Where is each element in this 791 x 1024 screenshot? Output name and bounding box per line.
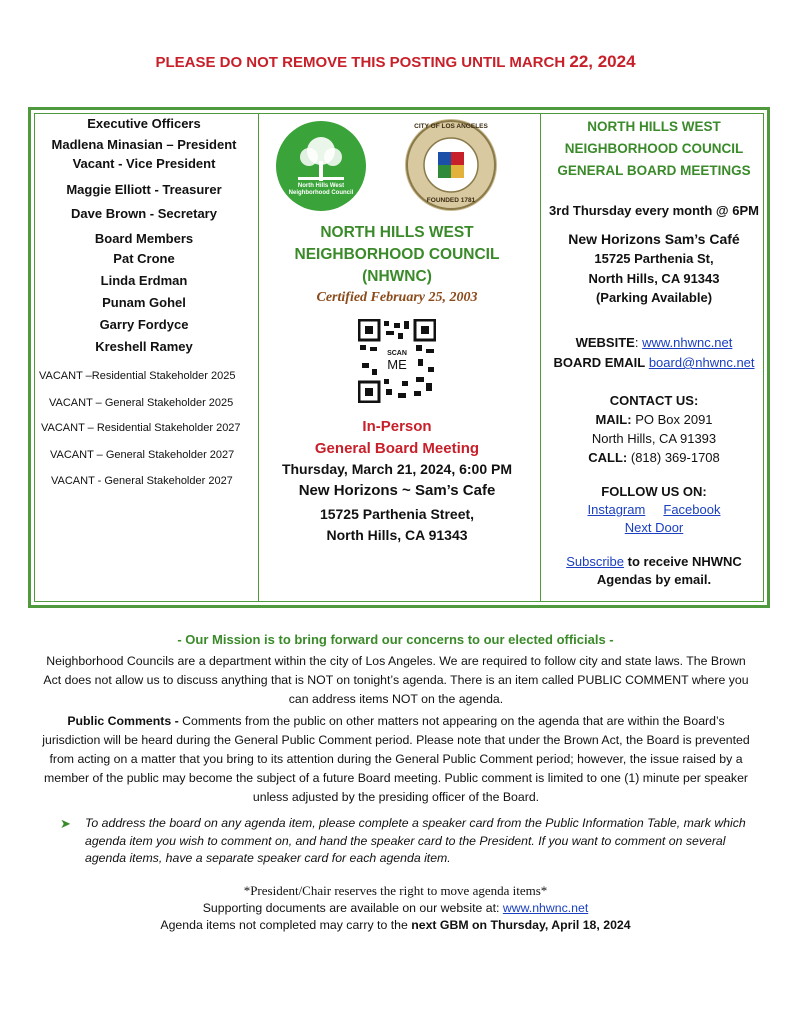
council-title-line1: NORTH HILLS WEST (320, 224, 474, 241)
email-line (539, 355, 769, 370)
right-heading-line2: NEIGHBORHOOD COUNCIL (564, 141, 744, 156)
council-title-line3: (NHWNC) (362, 268, 432, 285)
website-link[interactable]: www.nhwnc.net (642, 335, 733, 350)
nextdoor-row (539, 520, 769, 535)
right-heading-line1: NORTH HILLS WEST (587, 119, 721, 134)
supporting-docs-text: Supporting documents are available on our website at: (202, 901, 503, 915)
reserve-note: *President/Chair reserves the right to move agenda items* (243, 883, 548, 898)
tree-icon (276, 121, 366, 211)
brown-act-paragraph: Neighborhood Councils are a department within the city of Los Angeles. We are required to follow city and state laws. The Brown Act does not allow us to discuss anything that is NOT on tonight’s agenda. There is an item called PUBLIC COMMENT where you can address items NOT on the agenda. (43, 654, 749, 706)
email-label: BOARD EMAIL (553, 355, 646, 370)
public-comments-paragraph (40, 712, 752, 807)
parking-note: (Parking Available) (595, 290, 713, 305)
nhwnc-logo (276, 121, 366, 211)
call-value: (818) 369-1708 (630, 450, 720, 465)
seal-top-text: CITY OF LOS ANGELES (414, 123, 488, 130)
vacancy-item: VACANT –Residential Stakeholder 2025 (39, 370, 236, 382)
posting-notice (0, 52, 791, 72)
meeting-venue: New Horizons ~ Sam’s Cafe (298, 482, 496, 499)
email-link[interactable]: board@nhwnc.net (648, 355, 755, 370)
qr-me-label: ME (387, 357, 407, 372)
board-member: Garry Fordyce (99, 317, 189, 332)
nextdoor-link[interactable]: Next Door (624, 520, 684, 535)
contact-heading: CONTACT US: (609, 393, 699, 408)
speaker-card-text: To address the board on any agenda item, please complete a speaker card from the Public Information Table, mark which agenda item you wish to comment on, and hand the speaker card to the President. If you want to comment on several agenda items, have a separate speaker card for each agenda item. (85, 816, 746, 865)
board-members-heading: Board Members (94, 231, 194, 246)
notice-text: PLEASE DO NOT REMOVE THIS POSTING UNTIL MARCH (155, 54, 570, 71)
vacancy-item: VACANT – Residential Stakeholder 2027 (41, 422, 241, 434)
next-gbm-date: next GBM on Thursday, April 18, 2024 (411, 918, 631, 932)
vacancy-item: VACANT - General Stakeholder 2027 (51, 475, 233, 487)
supporting-docs-line (0, 901, 791, 915)
facebook-link[interactable]: Facebook (663, 502, 721, 517)
carry-over-line (0, 918, 791, 932)
meeting-city: North Hills, CA 91343 (326, 527, 468, 543)
subscribe-line (539, 554, 769, 569)
qr-scan-label: SCAN (387, 350, 407, 357)
officer-vice-president: Vacant - Vice President (72, 156, 216, 171)
board-meetings-heading (539, 116, 769, 182)
board-member: Kreshell Ramey (95, 339, 193, 354)
mail-label: MAIL: (595, 412, 632, 427)
subscribe-text-2: Agendas by email. (596, 572, 712, 587)
logo-text-line1: North Hills West (297, 183, 345, 189)
board-member: Pat Crone (113, 251, 175, 266)
mail-line (539, 412, 769, 427)
public-comments-text: Comments from the public on other matters not appearing on the agenda that are within the Board’s jurisdiction will be heard during the General Public Comment period. Please note that under the Brown Act, the Board is prevented from acting on a matter that you bring to its attention during the General Public Comment period; however, the issue raised by a member of the public may become the subject of a future Board meeting. Public comment is limited to one (1) minute per speaker unless adjusted by the presiding officer of the Board. (42, 714, 750, 804)
city-seal (405, 119, 497, 211)
council-title (258, 222, 536, 288)
notice-date: 22, 2024 (569, 52, 636, 71)
board-member: Punam Gohel (102, 295, 186, 310)
seal-bottom-text: FOUNDED 1781 (426, 197, 476, 204)
meeting-datetime: Thursday, March 21, 2024, 6:00 PM (281, 461, 513, 477)
right-city: North Hills, CA 91343 (588, 271, 720, 286)
officer-secretary: Dave Brown - Secretary (71, 206, 217, 221)
mission-statement: - Our Mission is to bring forward our concerns to our elected officials - (177, 632, 614, 647)
council-title-line2: NEIGHBORHOOD COUNCIL (294, 246, 500, 263)
meeting-street: 15725 Parthenia Street, (319, 506, 475, 522)
website-line: WEBSITE: www.nhwnc.net (575, 335, 733, 350)
supporting-docs-link[interactable]: www.nhwnc.net (502, 901, 589, 915)
vacancy-item: VACANT – General Stakeholder 2027 (50, 449, 235, 461)
right-street: 15725 Parthenia St, (594, 251, 714, 266)
board-member: Linda Erdman (100, 273, 188, 288)
officer-treasurer: Maggie Elliott - Treasurer (66, 182, 222, 197)
right-venue: New Horizons Sam’s Café (568, 231, 740, 247)
certified-date: Certified February 25, 2003 (316, 290, 478, 305)
website-label: WEBSITE (575, 335, 635, 350)
in-person-label: In-Person (362, 418, 432, 435)
social-links (539, 502, 769, 517)
public-comments-label: Public Comments - (67, 714, 179, 728)
vacancy-item: VACANT – General Stakeholder 2025 (49, 397, 234, 409)
subscribe-link[interactable]: Subscribe (566, 554, 625, 569)
carry-over-text: Agenda items not completed may carry to the (160, 918, 412, 932)
officer-president: Madlena Minasian – President (51, 137, 237, 152)
arrow-bullet-icon: ➤ (60, 816, 71, 831)
meeting-schedule: 3rd Thursday every month @ 6PM (549, 203, 759, 218)
mail-city: North Hills, CA 91393 (591, 431, 717, 446)
mail-value: PO Box 2091 (635, 412, 713, 427)
executive-officers-heading: Executive Officers (87, 116, 201, 131)
meeting-type: General Board Meeting (314, 440, 480, 457)
call-label: CALL: (588, 450, 628, 465)
qr-code[interactable] (358, 319, 436, 403)
logo-text-line2: Neighborhood Council (288, 190, 354, 196)
instagram-link[interactable]: Instagram (587, 502, 646, 517)
right-heading-line3: GENERAL BOARD MEETINGS (557, 163, 751, 178)
follow-heading: FOLLOW US ON: (601, 484, 707, 499)
subscribe-text: to receive NHWNC (627, 554, 742, 569)
call-line (539, 450, 769, 465)
